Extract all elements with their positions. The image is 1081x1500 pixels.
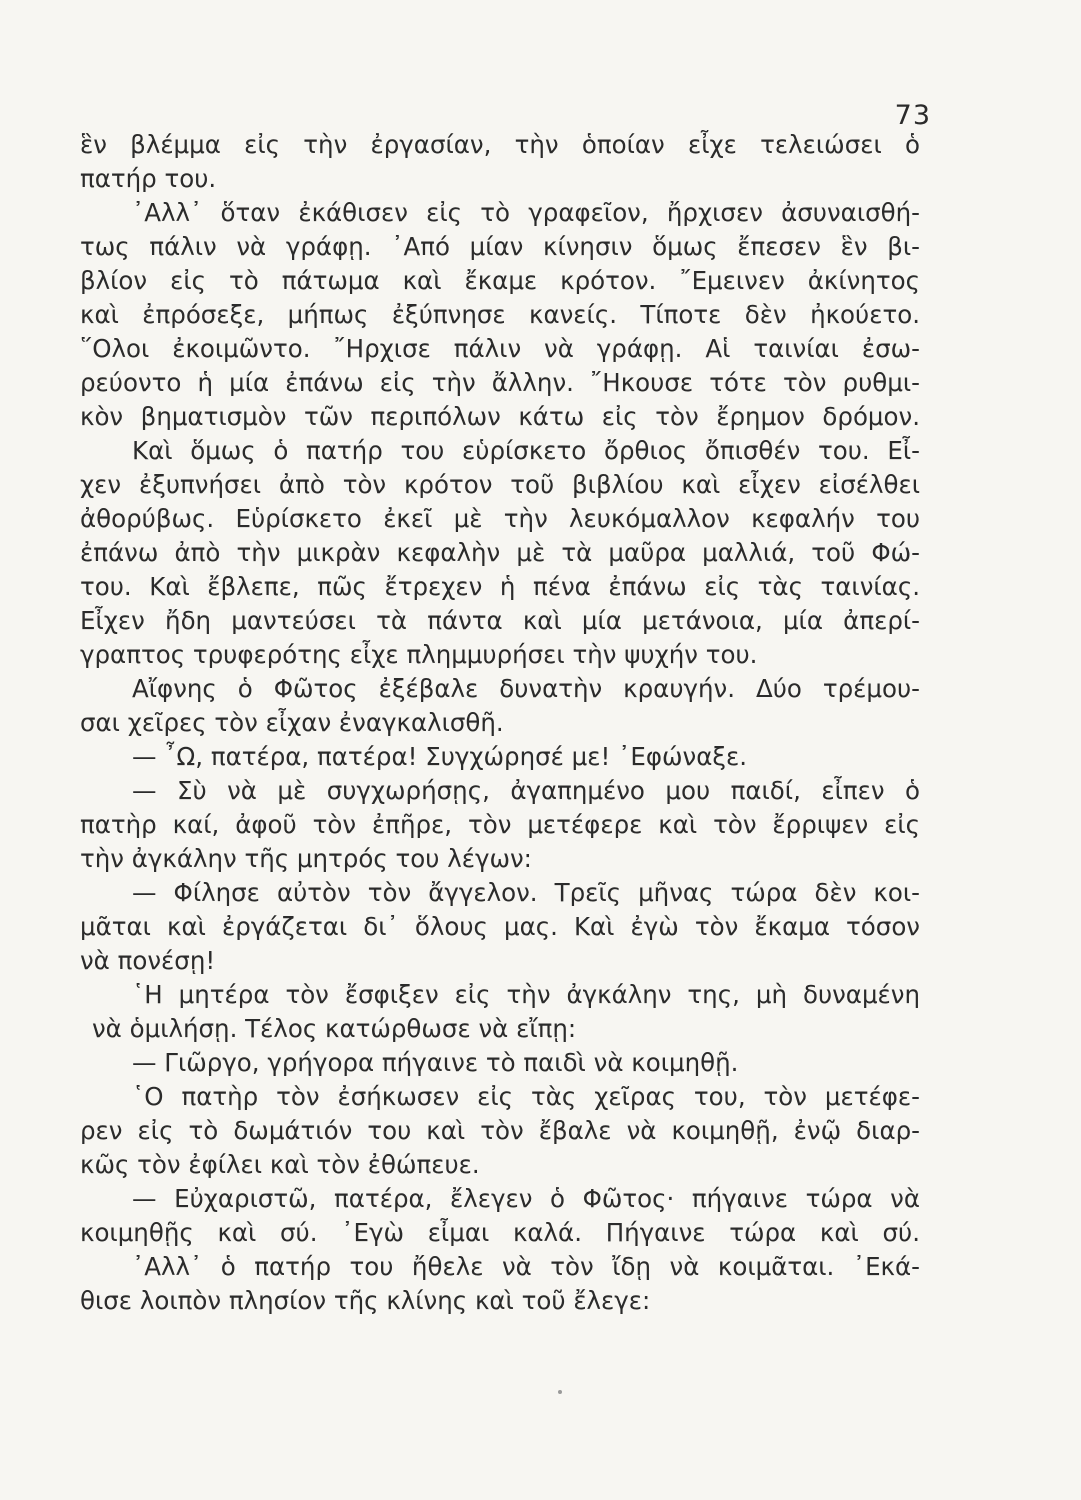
text-line: — Εὐχαριστῶ, πατέρα, ἔλεγεν ὁ Φῶτος· πήγαινε τώρα νὰ	[132, 1184, 920, 1213]
text-line: ῾Η μητέρα τὸν ἔσφιξεν εἰς τὴν ἀγκάλην της, μὴ δυναμένη	[132, 980, 920, 1009]
text-line: κοιμηθῇς καὶ σύ. ᾿Εγὼ εἶμαι καλά. Πήγαινε τώρα καὶ σύ.	[80, 1218, 920, 1247]
text-line: Εἶχεν ἤδη μαντεύσει τὰ πάντα καὶ μία μετάνοια, μία ἀπερί-	[80, 606, 920, 635]
text-line: ᾿Αλλ᾿ ὅταν ἐκάθισεν εἰς τὸ γραφεῖον, ἤρχισεν ἀσυναισθή-	[132, 198, 920, 227]
text-line: σαι χεῖρες τὸν εἶχαν ἐναγκαλισθῆ.	[80, 708, 504, 737]
text-line: — Γιῶργο, γρήγορα πήγαινε τὸ παιδὶ νὰ κοιμηθῇ.	[132, 1048, 739, 1077]
text-line: μᾶται καὶ ἐργάζεται δι᾿ ὅλους μας. Καὶ ἐγὼ τὸν ἔκαμα τόσον	[80, 912, 920, 941]
text-line: νὰ πονέσῃ!	[80, 946, 216, 975]
text-line: ῾Ο πατὴρ τὸν ἐσήκωσεν εἰς τὰς χεῖρας του, τὸν μετέφε-	[132, 1082, 920, 1111]
text-line: βλίον εἰς τὸ πάτωμα καὶ ἔκαμε κρότον. ῎Εμεινεν ἀκίνητος	[80, 266, 920, 295]
text-line: ἐπάνω ἀπὸ τὴν μικρὰν κεφαλὴν μὲ τὰ μαῦρα μαλλιά, τοῦ Φώ-	[80, 538, 920, 567]
text-line: πατὴρ καί, ἀφοῦ τὸν ἐπῆρε, τὸν μετέφερε καὶ τὸν ἔρριψεν εἰς	[80, 810, 920, 839]
text-line: καὶ ἐπρόσεξε, μήπως ἐξύπνησε κανείς. Τίποτε δὲν ἠκούετο.	[80, 300, 920, 329]
text-line: ρεν εἰς τὸ δωμάτιόν του καὶ τὸν ἔβαλε νὰ κοιμηθῇ, ἐνῷ διαρ-	[80, 1116, 920, 1145]
text-line: γραπτος τρυφερότης εἶχε πλημμυρήσει τὴν ψυχήν του.	[80, 640, 758, 669]
text-line: χεν ἐξυπνήσει ἀπὸ τὸν κρότον τοῦ βιβλίου καὶ εἶχεν εἰσέλθει	[80, 470, 920, 499]
text-line: του. Καὶ ἔβλεπε, πῶς ἔτρεχεν ἡ πένα ἐπάνω εἰς τὰς ταινίας.	[80, 572, 920, 601]
text-line: θισε λοιπὸν πλησίον τῆς κλίνης καὶ τοῦ ἔλεγε:	[80, 1286, 651, 1315]
text-line: τὴν ἀγκάλην τῆς μητρός του λέγων:	[80, 844, 532, 873]
text-line: — Σὺ νὰ μὲ συγχωρήσῃς, ἀγαπημένο μου παιδί, εἶπεν ὁ	[132, 776, 920, 805]
text-line: ᾿Αλλ᾿ ὁ πατήρ του ἤθελε νὰ τὸν ἴδῃ νὰ κοιμᾶται. ᾿Εκά-	[132, 1252, 920, 1281]
text-line: ρεύοντο ἡ μία ἐπάνω εἰς τὴν ἄλλην. ῎Ηκουσε τότε τὸν ρυθμι-	[80, 368, 920, 397]
text-line: τως πάλιν νὰ γράφῃ. ᾿Από μίαν κίνησιν ὅμως ἔπεσεν ἓν βι-	[80, 232, 920, 261]
body-text	[80, 128, 920, 1318]
page-number: 73	[894, 100, 931, 131]
text-line: — ῏Ω, πατέρα, πατέρα! Συγχώρησέ με! ᾿Εφώναξε.	[132, 742, 748, 771]
text-line: — Φίλησε αὐτὸν τὸν ἄγγελον. Τρεῖς μῆνας τώρα δὲν κοι-	[132, 878, 920, 907]
text-line: Αἴφνης ὁ Φῶτος ἐξέβαλε δυνατὴν κραυγήν. Δύο τρέμου-	[132, 674, 920, 703]
text-line: ἓν βλέμμα εἰς τὴν ἐργασίαν, τὴν ὁποίαν εἶχε τελειώσει ὁ	[80, 130, 920, 159]
text-line: κῶς τὸν ἐφίλει καὶ τὸν ἐθώπευε.	[80, 1150, 480, 1179]
text-line: κὸν βηματισμὸν τῶν περιπόλων κάτω εἰς τὸν ἔρημον δρόμον.	[80, 402, 920, 431]
text-line: Καὶ ὅμως ὁ πατήρ του εὑρίσκετο ὄρθιος ὄπισθέν του. Εἶ-	[132, 436, 920, 465]
text-line: ἀθορύβως. Εὑρίσκετο ἐκεῖ μὲ τὴν λευκόμαλλον κεφαλήν του	[80, 504, 920, 533]
text-line: πατήρ του.	[80, 164, 217, 193]
text-line: ῞Ολοι ἐκοιμῶντο. ῎Ηρχισε πάλιν νὰ γράφῃ. Αἱ ταινίαι ἐσω-	[80, 334, 920, 363]
text-line: νὰ ὁμιλήσῃ. Τέλος κατώρθωσε νὰ εἴπῃ:	[92, 1014, 577, 1043]
ink-speck	[558, 1390, 562, 1394]
